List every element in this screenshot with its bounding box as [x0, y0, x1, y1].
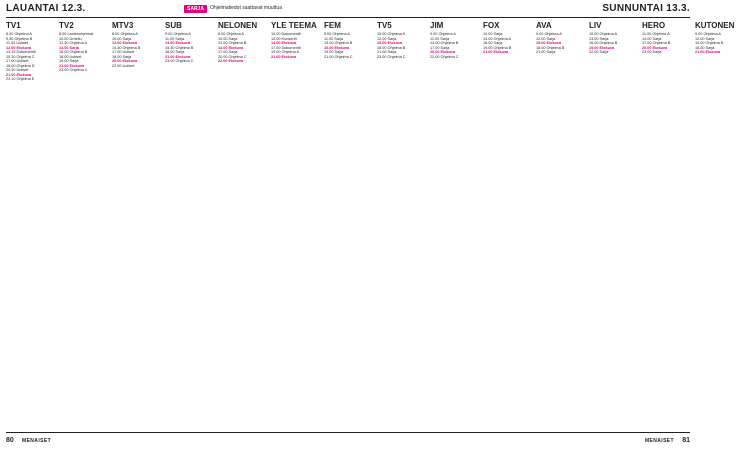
program-entry: 23.00 Ohjelma C	[59, 68, 88, 72]
program-entry: 10.00 Sarja	[483, 32, 503, 36]
program-entry: 11.00 Sarja	[324, 36, 344, 41]
channel-heading: JIM	[430, 21, 444, 30]
header-subtitle: Ohjelmatiedot saattavat muuttua	[210, 5, 282, 11]
program-entry: 17.00 Sarja	[430, 45, 450, 50]
program-entry: 18.00 Sarja	[165, 50, 185, 54]
program-entry: 15.00 Ohjelma B	[695, 41, 724, 45]
program-entry: 13.00 Elokuva	[165, 41, 191, 45]
program-entry: 22.00 Ohjelma C	[430, 54, 459, 59]
channel-column	[112, 21, 160, 431]
program-entry: 20.00 Elokuva	[642, 45, 668, 50]
channel-heading: TV1	[6, 21, 21, 30]
program-entry: 21.00 Elokuva	[59, 63, 85, 68]
program-entry: 12.00 Elokuva	[6, 45, 32, 50]
program-entry: 8.00 Ohjelma A	[112, 32, 138, 36]
program-entry: 16.00 Elokuva	[324, 45, 350, 50]
channel-column	[642, 21, 690, 431]
program-entry: 23.00 Ohjelma C	[165, 59, 194, 63]
program-entry: 8.00 Ohjelma A	[218, 32, 244, 36]
program-entry: 9.00 Ohjelma A	[695, 32, 721, 36]
program-entry: 14.00 Sarja	[59, 45, 79, 50]
program-entry: 12.00 Elokuva	[112, 41, 138, 45]
program-entry: 20.00 Elokuva	[430, 50, 456, 54]
program-entry: 9.00 Ohjelma A	[165, 32, 191, 36]
program-entry: 23.00 Sarja	[642, 50, 662, 54]
program-entry: 19.00 Elokuva	[589, 45, 615, 50]
program-entry: 12.00 Sarja	[377, 36, 397, 41]
program-entry: 14.00 Elokuva	[218, 45, 244, 50]
program-entry: 10.00 Sarja	[218, 36, 238, 41]
program-entry: 14.00 Sarja	[642, 36, 662, 41]
program-entry: 16.00 Ohjelma B	[589, 41, 618, 45]
program-entry: 10.00 Dokumentti	[271, 32, 301, 36]
program-entry: 21.00 Elokuva	[165, 54, 191, 59]
program-entry: 23.10 Ohjelma E	[6, 77, 35, 81]
program-entry: 22.00 Sarja	[589, 50, 609, 54]
channel-column	[271, 21, 319, 431]
program-entry: 21.00 Elokuva	[695, 50, 721, 54]
program-entry: 21.00 Elokuva	[271, 54, 297, 59]
program-entry: 11.00 Sarja	[430, 36, 450, 41]
program-entry: 18.00 Ohjelma B	[377, 45, 406, 50]
channel-heading: TV5	[377, 21, 392, 30]
program-entry: 15.30 Ohjelma B	[165, 45, 194, 50]
program-entry: 10.00 Sarja	[112, 36, 132, 41]
program-entry: 13.00 Ohjelma B	[324, 41, 353, 45]
day-title-right: SUNNUNTAI 13.3.	[602, 3, 690, 14]
page-number-right: 81	[682, 437, 690, 444]
program-entry: 12.00 Sarja	[536, 36, 556, 41]
program-entry: 14.30 Ohjelma B	[112, 45, 141, 50]
program-entry: 21.00 Elokuva	[483, 50, 509, 54]
channel-column	[218, 21, 266, 431]
magazine-name-right: MENAISET	[644, 438, 674, 444]
channel-heading: FOX	[483, 21, 500, 30]
category-badge: SARJA	[184, 5, 207, 13]
program-entry: 10.00 Ohjelma A	[377, 32, 406, 36]
program-entry: 9.30 Ohjelma B	[6, 36, 33, 41]
program-entry: 18.00 Sarja	[112, 54, 132, 59]
magazine-name-left: MENAISET	[22, 438, 52, 444]
channel-heading: MTV3	[112, 21, 134, 30]
program-entry: 12.30 Ohjelma A	[59, 41, 88, 45]
channel-heading: YLE TEEMA	[271, 21, 317, 30]
day-title-left: LAUANTAI 12.3.	[6, 3, 86, 14]
program-entry: 16.00 Sarja	[483, 41, 503, 45]
channel-heading: HERO	[642, 21, 666, 30]
channel-column	[59, 21, 107, 431]
program-entry: 21.00 Elokuva	[6, 72, 32, 77]
header-rule	[6, 17, 690, 18]
program-entry: 15.30 Ohjelma C	[6, 54, 35, 59]
header-bar	[0, 0, 696, 18]
footer-bar	[0, 432, 696, 450]
program-entry: 8.00 Lastenohjelmat	[59, 32, 94, 36]
channel-column	[695, 21, 743, 431]
program-entry: 15.00 Elokuva	[536, 41, 562, 45]
program-entry: 9.00 Ohjelma A	[324, 32, 350, 36]
program-entry: 14.00 Ohjelma B	[430, 41, 459, 45]
program-entry: 10.00 Urheilu	[59, 36, 82, 41]
program-entry: 20.00 Ohjelma C	[218, 54, 247, 59]
program-entry: 12.00 Sarja	[695, 36, 715, 41]
channel-heading: KUTONEN	[695, 21, 735, 30]
program-entry: 17.00 Ohjelma B	[642, 41, 671, 45]
channel-heading: TV2	[59, 21, 74, 30]
program-entry: 22.00 Uutiset	[112, 63, 135, 68]
program-entry: 19.00 Sarja	[324, 50, 344, 54]
program-entry: 17.00 Uutiset	[112, 50, 135, 54]
program-entry: 21.00 Ohjelma C	[324, 54, 353, 59]
program-entry: 18.00 Sarja	[695, 45, 715, 50]
program-entry: 17.00 Sarja	[218, 50, 238, 54]
channel-column	[589, 21, 637, 431]
page-number-left: 80	[6, 437, 14, 444]
channel-column	[324, 21, 372, 431]
channel-columns	[6, 21, 735, 431]
program-entry: 20.30 Uutiset	[6, 68, 29, 72]
program-entry: 17.00 Dokumentti	[271, 45, 301, 50]
program-entry: 19.00 Ohjelma A	[271, 50, 300, 54]
channel-column	[483, 21, 531, 431]
program-entry: 17.00 Uutiset	[6, 59, 29, 63]
program-entry: 20.00 Elokuva	[112, 59, 138, 63]
program-entry: 21.00 Sarja	[536, 50, 556, 54]
program-entry: 21.00 Sarja	[377, 50, 397, 54]
program-entry: 13.00 Ohjelma A	[483, 36, 512, 41]
footer-rule	[6, 432, 690, 433]
program-entry: 19.00 Ohjelma B	[483, 45, 512, 50]
channel-heading: FEM	[324, 21, 341, 30]
program-entry: 22.00 Elokuva	[218, 59, 244, 63]
program-entry: 13.00 Sarja	[589, 36, 609, 41]
channel-heading: SUB	[165, 21, 182, 30]
program-entry: 18.00 Ohjelma D	[6, 63, 35, 68]
program-entry: 23.00 Ohjelma C	[377, 54, 406, 59]
program-entry: 12.00 Ohjelma B	[218, 41, 247, 45]
program-entry: 11.00 Ohjelma A	[642, 32, 670, 36]
program-entry: 10.00 Ohjelma A	[589, 32, 618, 36]
program-entry: 12.00 Konsertti	[271, 36, 297, 41]
channel-column	[430, 21, 478, 431]
channel-heading: NELONEN	[218, 21, 258, 30]
channel-heading: LIV	[589, 21, 602, 30]
program-entry: 14.00 Elokuva	[271, 41, 297, 45]
program-entry: 18.00 Uutiset	[59, 54, 82, 59]
program-entry: 14.15 Dokumentti	[6, 50, 36, 54]
program-entry: 15.00 Elokuva	[377, 41, 403, 45]
program-entry: 11.00 Uutiset	[6, 41, 29, 45]
program-entry: 19.00 Sarja	[59, 59, 79, 63]
channel-column	[6, 21, 54, 431]
channel-column	[165, 21, 213, 431]
program-entry: 18.00 Ohjelma B	[536, 45, 565, 50]
program-entry: 11.00 Sarja	[165, 36, 185, 41]
program-entry: 9.00 Ohjelma A	[430, 32, 456, 36]
channel-heading: AVA	[536, 21, 552, 30]
channel-column	[377, 21, 425, 431]
channel-column	[536, 21, 584, 431]
program-entry: 16.00 Ohjelma B	[59, 50, 88, 54]
program-entry: 9.00 Ohjelma A	[536, 32, 562, 36]
program-entry: 8.00 Ohjelma A	[6, 32, 32, 36]
